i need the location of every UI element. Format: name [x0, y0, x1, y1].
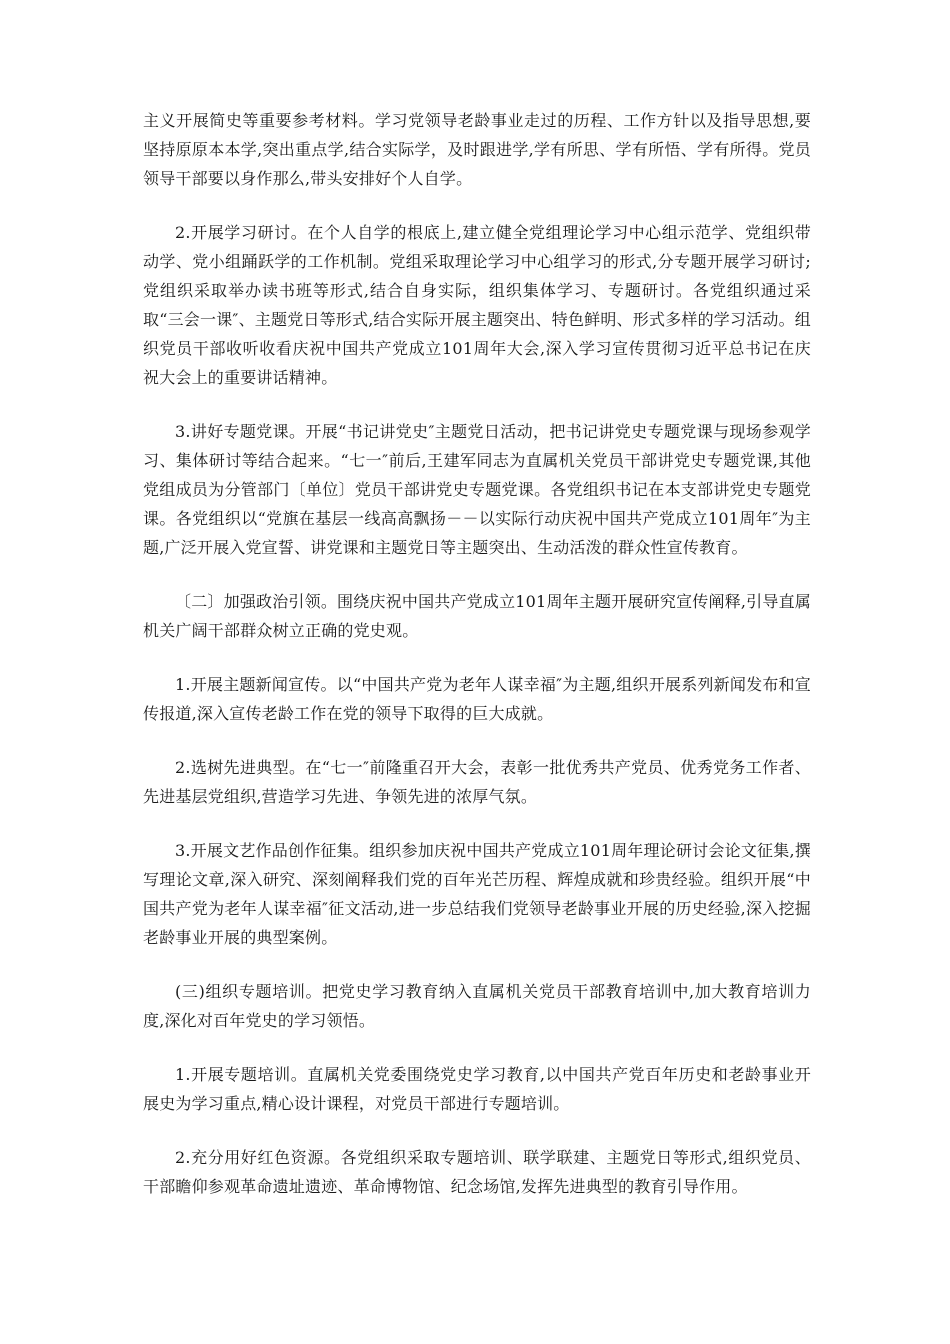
paragraph-special-training: 1.开展专题培训。直属机关党委围绕党史学习教育,以中国共产党百年历史和老龄事业开展史为学习重点,精心设计课程，对党员干部进行专题培训。 [143, 1065, 811, 1113]
paragraph-continued: 主义开展简史等重要参考材料。学习党领导老龄事业走过的历程、工作方针以及指导思想,要坚持原原本本学,突出重点学,结合实际学，及时跟进学,学有所思、学有所悟、学有所得。党员领导干部要以身作那么,带头安排好个人自学。 [143, 111, 811, 188]
paragraph-works-collection: 3.开展文艺作品创作征集。组织参加庆祝中国共产党成立101周年理论研讨会论文征集,撰写理论文章,深入研究、深刻阐释我们党的百年光芒历程、辉煌成就和珍贵经验。组织开展“中国共产党为老年人谋幸福″征文活动,进一步总结我们党领导老龄事业开展的历史经验,深入挖掘老龄事业开展的典型案例。 [143, 841, 811, 947]
paragraph-model-selection: 2.选树先进典型。在“七一″前隆重召开大会，表彰一批优秀共产党员、优秀党务工作者、先进基层党组织,营造学习先进、争领先进的浓厚气氛。 [143, 758, 811, 806]
paragraph-section-three-heading: (三)组织专题培训。把党史学习教育纳入直属机关党员干部教育培训中,加大教育培训力度,深化对百年党史的学习领悟。 [143, 982, 811, 1030]
paragraph-section-two-heading: 〔二〕加强政治引领。围绕庆祝中国共产党成立101周年主题开展研究宣传阐释,引导直属机关广阔干部群众树立正确的党史观。 [143, 592, 811, 640]
paragraph-red-resources: 2.充分用好红色资源。各党组织采取专题培训、联学联建、主题党日等形式,组织党员、干部瞻仰参观革命遗址遗迹、革命博物馆、纪念场馆,发挥先进典型的教育引导作用。 [143, 1148, 811, 1196]
paragraph-study-discussion: 2.开展学习研讨。在个人自学的根底上,建立健全党组理论学习中心组示范学、党组织带动学、党小组踊跃学的工作机制。党组采取理论学习中心组学习的形式,分专题开展学习研讨;党组织采取举办读书班等形式,结合自身实际，组织集体学习、专题研讨。各党组织通过采取“三会一课″、主题党日等形式,结合实际开展主题突出、特色鲜明、形式多样的学习活动。组织党员干部收听收看庆祝中国共产党成立101周年大会,深入学习宣传贯彻习近平总书记在庆祝大会上的重要讲话精神。 [143, 223, 811, 387]
document-page [143, 106, 811, 1226]
paragraph-party-lectures: 3.讲好专题党课。开展“书记讲党史″主题党日活动，把书记讲党史专题党课与现场参观学习、集体研讨等结合起来。“七一″前后,王建军同志为直属机关党员干部讲党史专题党课,其他党组成员为分管部门〔单位〕党员干部讲党史专题党课。各党组织书记在本支部讲党史专题党课。各党组织以“党旗在基层一线高高飘扬－－以实际行动庆祝中国共产党成立101周年″为主题,广泛开展入党宣誓、讲党课和主题党日等主题突出、生动活泼的群众性宣传教育。 [143, 422, 811, 557]
paragraph-news-publicity: 1.开展主题新闻宣传。以“中国共产党为老年人谋幸福″为主题,组织开展系列新闻发布和宣传报道,深入宣传老龄工作在党的领导下取得的巨大成就。 [143, 675, 811, 723]
